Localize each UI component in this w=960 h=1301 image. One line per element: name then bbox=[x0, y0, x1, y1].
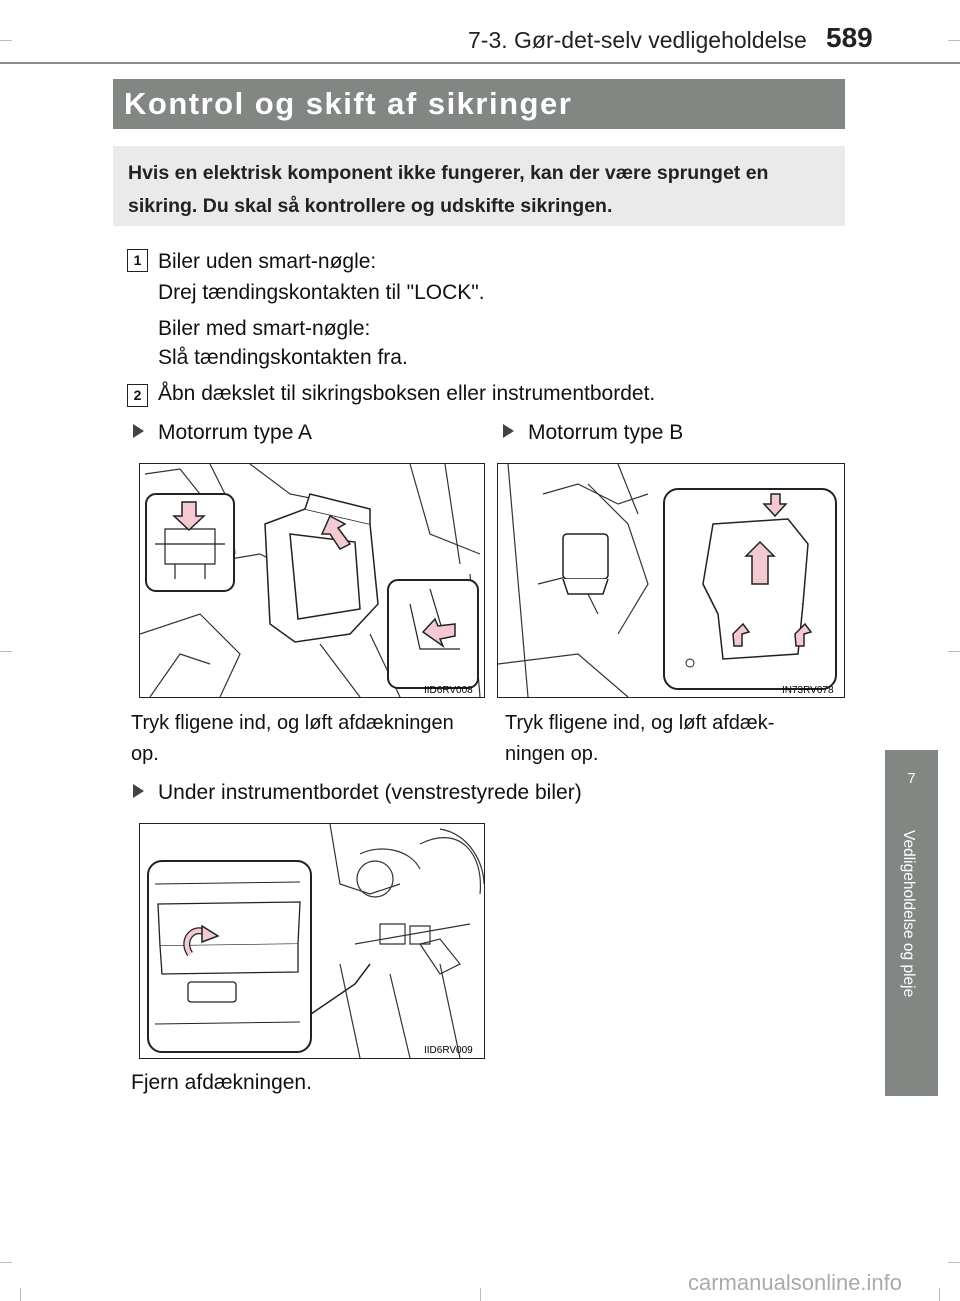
watermark: carmanualsonline.info bbox=[688, 1270, 903, 1295]
crop-mark bbox=[0, 1262, 12, 1263]
figure-engine-type-a bbox=[139, 463, 485, 698]
fuse-box-type-a-illustration bbox=[140, 464, 484, 697]
caption-instrument-panel: Fjern afdækningen. bbox=[131, 1071, 312, 1094]
intro-text: Hvis en elektrisk komponent ikke fungerer, kan der være sprunget en sikring. Du skal så kontrollere og udskifte sikringen. bbox=[128, 162, 769, 217]
side-tab-number: 7 bbox=[907, 770, 916, 787]
section-title: Kontrol og skift af sikringer bbox=[124, 86, 573, 121]
crop-mark bbox=[20, 1288, 21, 1301]
header-divider bbox=[0, 62, 960, 64]
crop-mark bbox=[0, 40, 12, 41]
figure-label-type-a bbox=[133, 421, 312, 445]
figure-label-text: Motorrum type A bbox=[158, 421, 313, 444]
figure-label-type-b bbox=[503, 421, 683, 445]
triangle-bullet-icon bbox=[503, 424, 514, 438]
crop-mark bbox=[0, 651, 12, 652]
side-tab-label: Vedligeholdelse og pleje bbox=[900, 830, 917, 998]
figure-code: IID6RV008 bbox=[424, 685, 473, 696]
step-1-line-2: Drej tændingskontakten til "LOCK". bbox=[158, 281, 485, 304]
triangle-bullet-icon bbox=[133, 784, 144, 798]
chapter-title: 7-3. Gør-det-selv vedligeholdelse bbox=[468, 27, 807, 53]
figure-instrument-panel bbox=[139, 823, 485, 1059]
figure-label-text: Under instrumentbordet (venstrestyrede biler) bbox=[158, 781, 582, 804]
caption-type-a-line-1: Tryk fligene ind, og løft afdækningen bbox=[131, 712, 454, 734]
figure-label-text: Motorrum type B bbox=[528, 421, 684, 444]
caption-type-b-line-2: ningen op. bbox=[505, 743, 599, 765]
step-2-text: Åbn dækslet til sikringsboksen eller instrumentbordet. bbox=[158, 382, 656, 405]
fuse-box-type-b-illustration bbox=[498, 464, 844, 697]
figure-code: IID6RV009 bbox=[424, 1045, 473, 1056]
caption-type-b-line-1: Tryk fligene ind, og løft afdæk- bbox=[505, 712, 775, 734]
page-number: 589 bbox=[826, 22, 873, 53]
triangle-bullet-icon bbox=[133, 424, 144, 438]
crop-mark bbox=[480, 1288, 481, 1301]
step-1-line-1: Biler uden smart-nøgle: bbox=[158, 250, 377, 273]
step-1-line-3: Biler med smart-nøgle: bbox=[158, 317, 371, 340]
crop-mark bbox=[948, 651, 960, 652]
crop-mark bbox=[948, 1262, 960, 1263]
instrument-panel-illustration bbox=[140, 824, 484, 1058]
figure-code: IN73RV078 bbox=[782, 685, 834, 696]
figure-label-instrument-panel bbox=[133, 781, 582, 805]
figure-engine-type-b bbox=[497, 463, 845, 698]
caption-type-a-line-2: op. bbox=[131, 743, 159, 765]
step-1-line-4: Slå tændingskontakten fra. bbox=[158, 346, 408, 369]
step-number-badge: 2 bbox=[127, 384, 148, 407]
crop-mark bbox=[948, 40, 960, 41]
step-number-badge: 1 bbox=[127, 249, 148, 272]
crop-mark bbox=[939, 1288, 940, 1301]
